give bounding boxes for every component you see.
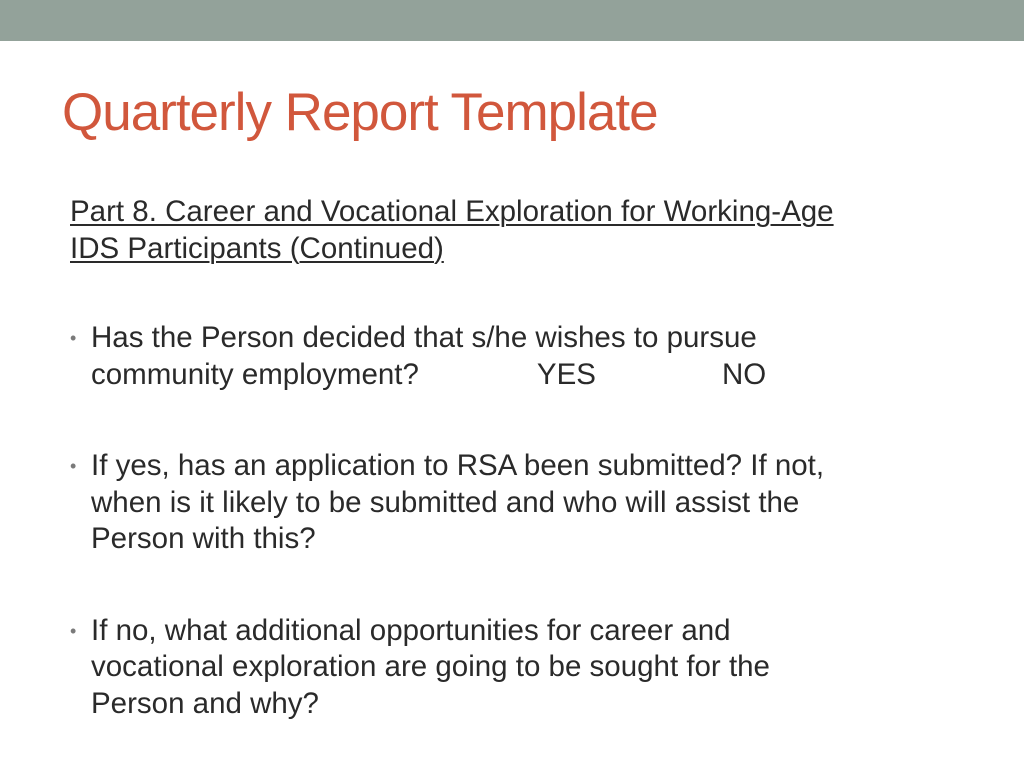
question-line: Has the Person decided that s/he wishes to pursue	[91, 321, 757, 354]
subheading-line-2: IDS Participants (Continued)	[70, 231, 444, 265]
question-line: community employment?	[91, 357, 419, 391]
subheading-line-1: Part 8. Career and Vocational Exploration for Working-Age	[70, 195, 834, 228]
question-line: when is it likely to be submitted and who will assist the	[91, 485, 800, 519]
question-line: Person with this?	[91, 522, 316, 555]
question-line: If no, what additional opportunities for career and	[91, 613, 731, 647]
top-accent-bar	[0, 0, 1024, 41]
answer-no-option: NO	[721, 357, 767, 391]
question-employment	[70, 320, 975, 393]
question-line: If yes, has an application to RSA been submitted? If not,	[91, 449, 825, 482]
slide-content	[70, 194, 975, 722]
slide-title: Quarterly Report Template	[62, 83, 658, 142]
question-additional-opportunities	[70, 613, 975, 723]
question-line: vocational exploration are going to be sought for the	[91, 650, 770, 683]
section-subheading	[70, 194, 975, 267]
question-list	[70, 320, 975, 722]
bullet-icon: •	[70, 620, 77, 641]
bullet-icon: •	[70, 328, 77, 348]
question-line: Person and why?	[91, 686, 319, 720]
answer-yes-option: YES	[536, 357, 596, 391]
question-rsa-application	[70, 448, 975, 558]
bullet-icon: •	[70, 456, 77, 476]
